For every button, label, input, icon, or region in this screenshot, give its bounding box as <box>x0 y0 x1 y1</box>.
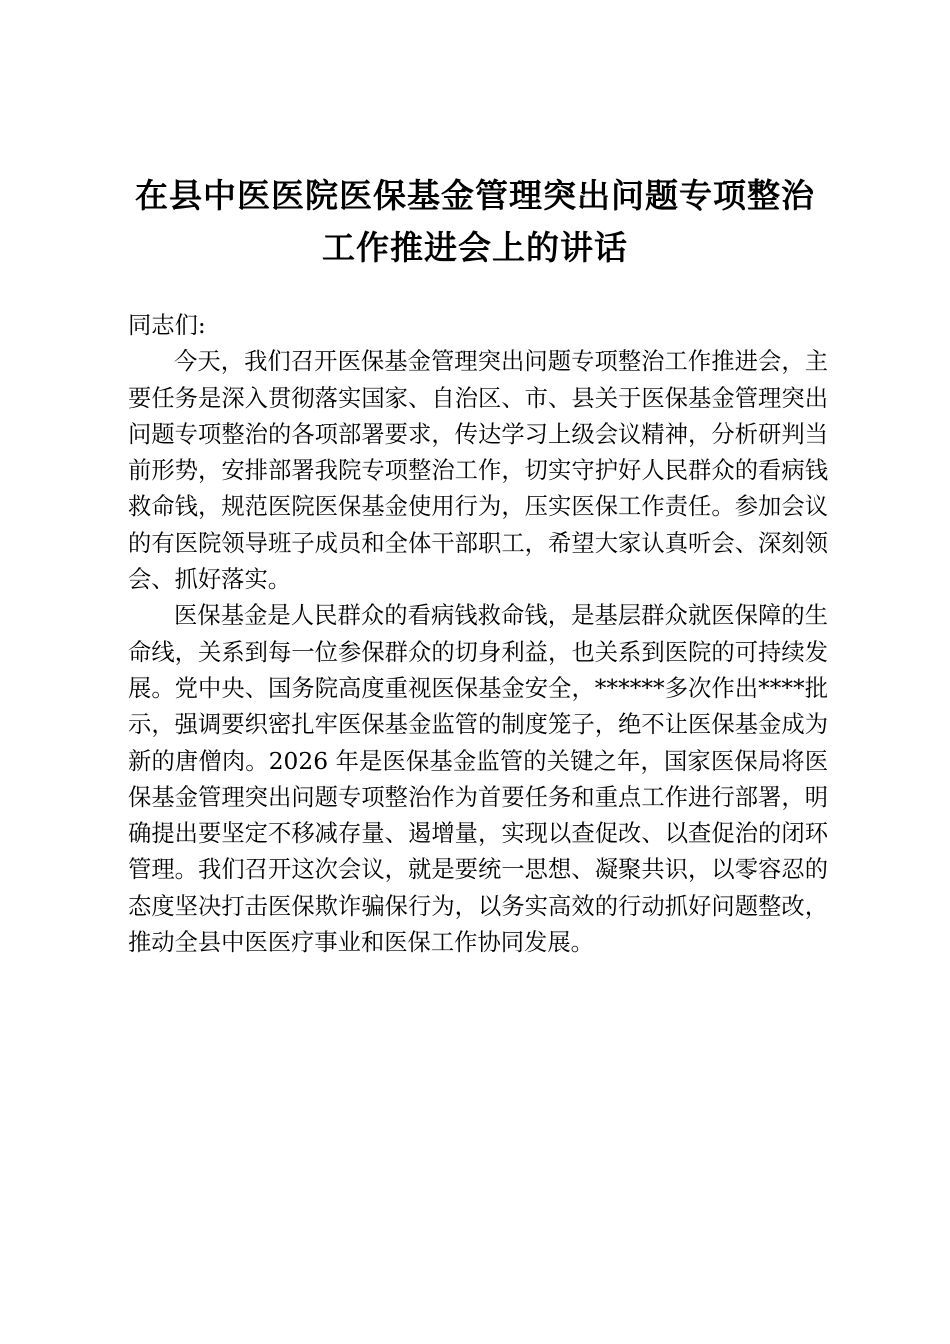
document-body <box>128 308 828 961</box>
document-title <box>110 170 840 274</box>
title-line-1: 在县中医医院医保基金管理突出问题专项整治 <box>135 176 815 215</box>
paragraph-2: 医保基金是人民群众的看病钱救命钱，是基层群众就医保障的生命线，关系到每一位参保群众的切身利益，也关系到医院的可持续发展。党中央、国务院高度重视医保基金安全，******多次作出****批示，强调要织密扎牢医保基金监管的制度笼子，绝不让医保基金成为新的唐僧肉。2026 年是医保基金监管的关键之年，国家医保局将医保基金管理突出问题专项整治作为首要任务和重点工作进行部署，明确提出要坚定不移减存量、遏增量，实现以查促改、以查促治的闭环管理。我们召开这次会议，就是要统一思想、凝聚共识，以零容忍的态度坚决打击医保欺诈骗保行为，以务实高效的行动抓好问题整改，推动全县中医医疗事业和医保工作协同发展。 <box>128 602 828 957</box>
paragraph-1: 今天，我们召开医保基金管理突出问题专项整治工作推进会，主要任务是深入贯彻落实国家、自治区、市、县关于医保基金管理突出问题专项整治的各项部署要求，传达学习上级会议精神，分析研判当前形势，安排部署我院专项整治工作，切实守护好人民群众的看病钱救命钱，规范医院医保基金使用行为，压实医保工作责任。参加会议的有医院领导班子成员和全体干部职工，希望大家认真听会、深刻领会、抓好落实。 <box>128 348 828 594</box>
salutation: 同志们: <box>128 312 206 339</box>
title-line-2: 工作推进会上的讲话 <box>322 228 628 267</box>
